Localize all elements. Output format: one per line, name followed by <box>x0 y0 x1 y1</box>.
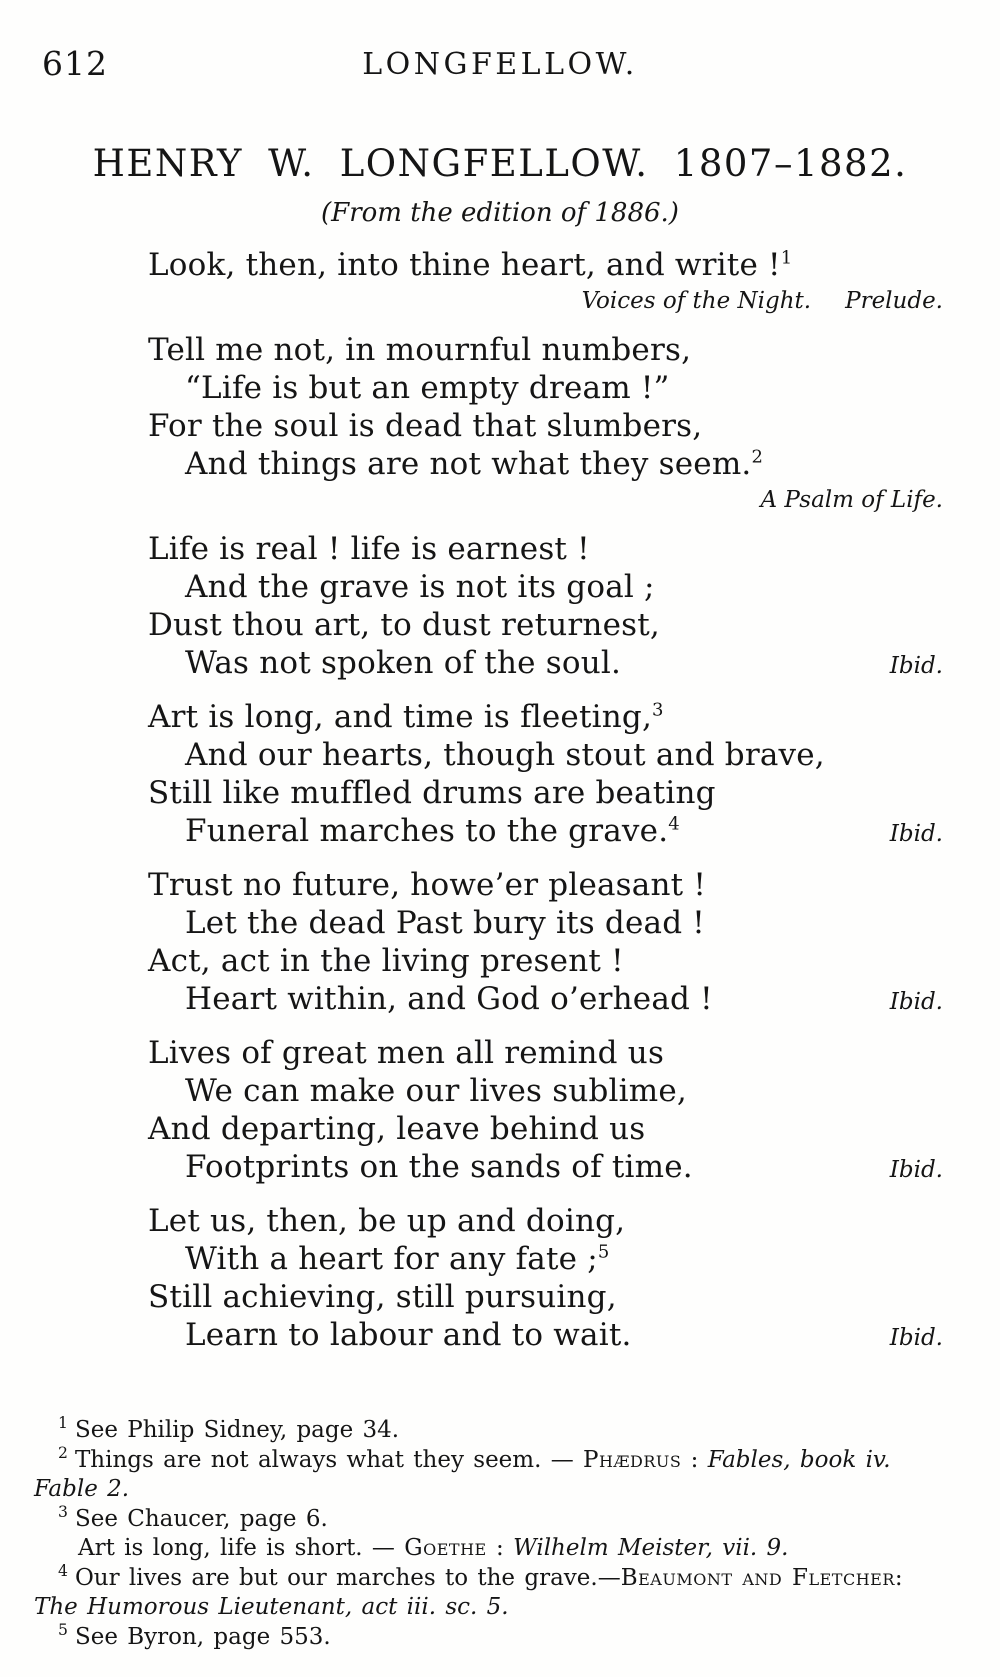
footnote-number: 2 <box>58 1442 68 1462</box>
verse-line: Art is long, and time is fleeting,$^3$ <box>148 699 664 735</box>
footnote-number: 4 <box>58 1560 68 1580</box>
verse-row <box>148 904 943 942</box>
footnote-number: 1 <box>58 1413 68 1433</box>
footnote-ref: 3 <box>652 699 664 721</box>
verse-row <box>148 1110 943 1148</box>
verse-line: And the grave is not its goal ; <box>185 569 655 605</box>
verse-row <box>148 246 943 284</box>
footnote-text: The Humorous Lieutenant, act iii. sc. 5. <box>34 1594 509 1620</box>
verse-line: Let us, then, be up and doing, <box>148 1203 626 1239</box>
stanza <box>148 698 943 853</box>
stanza <box>148 1034 943 1189</box>
verse-line: Let the dead Past bury its dead ! <box>185 905 705 941</box>
verse-line: Funeral marches to the grave.$^4$ <box>185 813 680 849</box>
verse-line: Life is real ! life is earnest ! <box>148 531 590 567</box>
verse-line: And our hearts, though stout and brave, <box>185 737 825 773</box>
verse-row <box>148 942 943 980</box>
verse-line: Still achieving, still pursuing, <box>148 1279 617 1315</box>
verse-line: Act, act in the living present ! <box>148 943 624 979</box>
footnote-text: Art is long, life is short. — <box>78 1535 405 1561</box>
attribution: Ibid. <box>889 989 943 1015</box>
footnote-number: 3 <box>58 1501 68 1521</box>
verse-row <box>148 1202 943 1240</box>
footnotes <box>34 1413 966 1652</box>
quotes <box>148 246 943 1370</box>
stanza <box>148 1202 943 1357</box>
stanza <box>148 866 943 1021</box>
footnote-line <box>34 1475 966 1505</box>
footnote-text: See Chaucer, page 6. <box>74 1505 328 1532</box>
footnote-ref: 4 <box>668 813 680 835</box>
stanza <box>148 331 943 517</box>
running-head-title: LONGFELLOW. <box>362 47 638 82</box>
footnote-text: See Philip Sidney, page 34. <box>74 1417 400 1443</box>
verse-line: With a heart for any fate ;$^5$ <box>185 1241 610 1277</box>
verse-line: Lives of great men all remind us <box>148 1035 665 1071</box>
attribution-row <box>148 483 943 517</box>
verse-line: We can make our lives sublime, <box>185 1073 687 1109</box>
footnote-text: Fables, book iv. <box>707 1446 891 1473</box>
verse-row <box>148 736 943 774</box>
verse-line: Look, then, into thine heart, and write !$^1$ <box>148 247 793 283</box>
verse-row <box>148 1316 943 1357</box>
verse-line: And departing, leave behind us <box>148 1111 646 1147</box>
stanza <box>148 530 943 685</box>
attribution: Prelude. <box>845 288 943 314</box>
verse-line: Trust no future, howe’er pleasant ! <box>148 867 706 903</box>
verse-row <box>148 568 943 606</box>
verse-row <box>148 331 943 369</box>
attribution: Voices of the Night. <box>581 288 812 314</box>
verse-row <box>148 1240 943 1278</box>
verse-row <box>148 644 943 685</box>
footnote-text: Phædrus <box>583 1446 682 1473</box>
footnote-line <box>34 1593 966 1623</box>
footnote-text: : <box>894 1564 903 1591</box>
verse-row <box>148 407 943 445</box>
verse-line: Still like muffled drums are beating <box>148 775 716 811</box>
edition-note: (From the edition of 1886.) <box>321 198 679 228</box>
verse-line: Heart within, and God o’erhead ! <box>185 981 713 1017</box>
footnote-text: See Byron, page 553. <box>74 1623 331 1650</box>
page-number: 612 <box>42 44 108 83</box>
footnote-line <box>34 1534 966 1564</box>
footnote-text: : <box>486 1535 514 1561</box>
footnote-line <box>34 1413 966 1446</box>
attribution: Ibid. <box>889 1325 943 1351</box>
verse-line: Tell me not, in mournful numbers, <box>148 332 692 368</box>
verse-line: “Life is but an empty dream !” <box>185 370 670 406</box>
footnote-line <box>34 1501 966 1535</box>
verse-row <box>148 530 943 568</box>
verse-row <box>148 1034 943 1072</box>
verse-row <box>148 980 943 1021</box>
footnote-text: Fable 2. <box>34 1476 130 1502</box>
footnote-text: Goethe <box>404 1535 487 1561</box>
verse-row <box>148 866 943 904</box>
verse-row <box>148 698 943 736</box>
verse-row <box>148 606 943 644</box>
footnote-line <box>34 1619 966 1653</box>
footnote-text: Wilhelm Meister, vii. 9. <box>513 1535 789 1561</box>
verse-row <box>148 774 943 812</box>
footnote-ref: 5 <box>597 1241 610 1263</box>
attribution-row <box>148 284 943 318</box>
stanza <box>148 246 943 318</box>
verse-row <box>148 1148 943 1189</box>
attribution: A Psalm of Life. <box>760 487 943 513</box>
footnote-line <box>34 1442 966 1476</box>
footnote-text: Our lives are but our marches to the grave.— <box>74 1564 621 1591</box>
footnote-text: : <box>681 1446 708 1473</box>
verse-line: Footprints on the sands of time. <box>185 1149 693 1185</box>
attribution: Ibid. <box>889 1157 943 1183</box>
verse-row <box>148 1278 943 1316</box>
verse-line: Dust thou art, to dust returnest, <box>148 607 660 643</box>
verse-row <box>148 812 943 853</box>
verse-row <box>148 445 943 483</box>
footnote-ref: 1 <box>780 247 793 269</box>
verse-line: Learn to labour and to wait. <box>185 1317 632 1353</box>
attribution: Ibid. <box>889 821 943 847</box>
footnote-text: Things are not always what they seem. — <box>74 1446 584 1473</box>
attribution: Ibid. <box>889 653 943 679</box>
verse-line: And things are not what they seem.$^2$ <box>185 446 764 482</box>
footnote-number: 5 <box>58 1619 68 1639</box>
verse-line: Was not spoken of the soul. <box>185 645 622 681</box>
verse-line: For the soul is dead that slumbers, <box>148 408 703 444</box>
footnote-line <box>34 1560 966 1594</box>
verse-row <box>148 369 943 407</box>
footnote-ref: 2 <box>751 446 764 468</box>
footnote-text: Beaumont and Fletcher <box>620 1564 895 1591</box>
verse-row <box>148 1072 943 1110</box>
author-heading: HENRY W. LONGFELLOW. 1807–1882. <box>92 142 908 185</box>
